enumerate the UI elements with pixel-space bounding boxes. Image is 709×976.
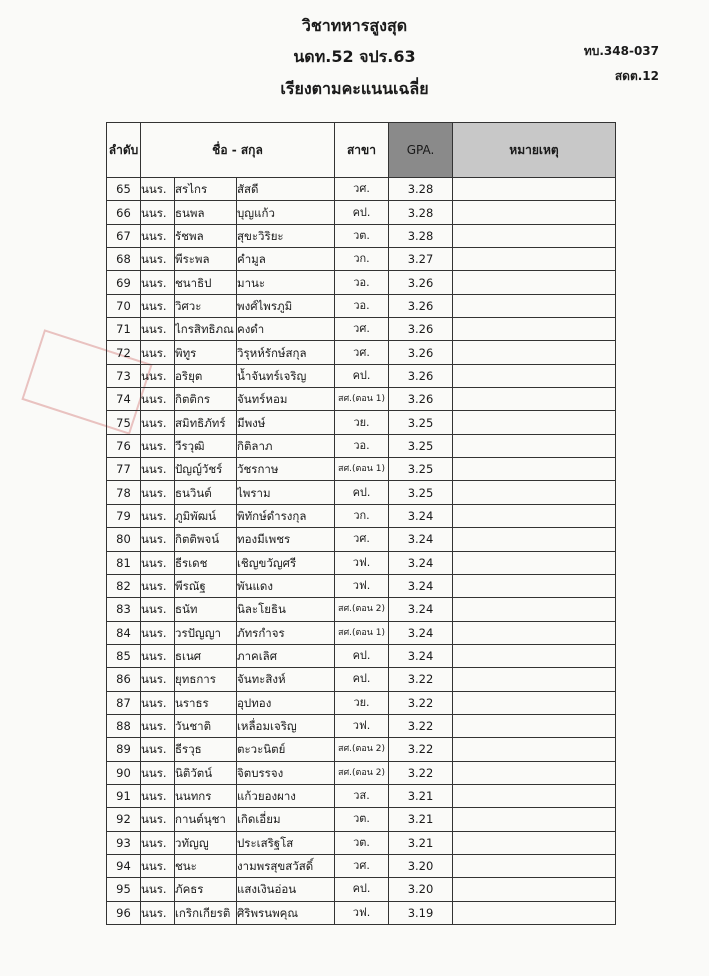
row-number: 67 [107,224,141,247]
row-gpa: 3.26 [389,294,453,317]
row-rank: นนร. [141,714,175,737]
row-remark [453,458,616,481]
row-gpa: 3.26 [389,388,453,411]
row-gpa: 3.25 [389,434,453,457]
row-last-name: พันแดง [237,574,335,597]
row-rank: นนร. [141,808,175,831]
row-rank: นนร. [141,574,175,597]
row-remark [453,411,616,434]
row-first-name: ชนะ [175,854,237,877]
table-row [107,481,616,504]
row-remark [453,178,616,201]
table-row [107,668,616,691]
row-number: 94 [107,854,141,877]
row-first-name: เกริกเกียรติ [175,901,237,924]
row-rank: นนร. [141,831,175,854]
row-branch: วย. [335,691,389,714]
row-first-name: นราธร [175,691,237,714]
row-first-name: นนทกร [175,784,237,807]
table-row [107,808,616,831]
row-last-name: อุปทอง [237,691,335,714]
row-number: 74 [107,388,141,411]
row-gpa: 3.26 [389,341,453,364]
row-last-name: ศิริพรนพคุณ [237,901,335,924]
row-number: 77 [107,458,141,481]
row-last-name: คงดำ [237,318,335,341]
table-row [107,318,616,341]
row-first-name: ไกรสิทธิภณ [175,318,237,341]
row-number: 76 [107,434,141,457]
row-branch: วอ. [335,434,389,457]
row-last-name: แก้วยองผาง [237,784,335,807]
table-row [107,271,616,294]
document-title: วิชาทหารสูงสุด [301,16,408,35]
row-gpa: 3.26 [389,271,453,294]
row-rank: นนร. [141,481,175,504]
row-gpa: 3.24 [389,574,453,597]
row-number: 68 [107,248,141,271]
row-branch: คป. [335,878,389,901]
row-gpa: 3.24 [389,598,453,621]
row-rank: นนร. [141,668,175,691]
row-first-name: ธีรเดช [175,551,237,574]
row-gpa: 3.22 [389,761,453,784]
row-number: 75 [107,411,141,434]
row-last-name: จันทร์หอม [237,388,335,411]
row-rank: นนร. [141,621,175,644]
table-header-row [107,123,616,178]
row-gpa: 3.22 [389,738,453,761]
row-first-name: วรปัญญา [175,621,237,644]
row-number: 89 [107,738,141,761]
sort-note: เรียงตามคะแนนเฉลี่ย [280,79,429,98]
row-first-name: กิตติกร [175,388,237,411]
table-row [107,364,616,387]
row-gpa: 3.24 [389,528,453,551]
row-last-name: แสงเงินอ่อน [237,878,335,901]
row-gpa: 3.24 [389,504,453,527]
row-branch: วฟ. [335,574,389,597]
row-gpa: 3.28 [389,201,453,224]
row-last-name: ไพราม [237,481,335,504]
row-branch: วอ. [335,271,389,294]
row-rank: นนร. [141,248,175,271]
row-last-name: น้ำจันทร์เจริญ [237,364,335,387]
row-gpa: 3.21 [389,808,453,831]
row-gpa: 3.20 [389,878,453,901]
row-remark [453,294,616,317]
table-row [107,598,616,621]
row-number: 81 [107,551,141,574]
row-number: 82 [107,574,141,597]
document-subtitle: นดท.52 จปร.63 [293,47,416,66]
row-remark [453,434,616,457]
row-first-name: สรไกร [175,178,237,201]
row-first-name: ภูมิพัฒน์ [175,504,237,527]
row-gpa: 3.20 [389,854,453,877]
row-last-name: มีพงษ์ [237,411,335,434]
row-gpa: 3.28 [389,178,453,201]
row-number: 85 [107,644,141,667]
row-branch: วอ. [335,294,389,317]
row-rank: นนร. [141,388,175,411]
row-last-name: วัชรกาษ [237,458,335,481]
table-row [107,224,616,247]
row-gpa: 3.25 [389,411,453,434]
col-header-gpa: GPA. [389,123,453,178]
row-remark [453,504,616,527]
table-row [107,528,616,551]
row-branch: วฟ. [335,901,389,924]
row-remark [453,574,616,597]
row-number: 69 [107,271,141,294]
row-last-name: เชิญขวัญศรี [237,551,335,574]
table-row [107,574,616,597]
row-first-name: กิตติพจน์ [175,528,237,551]
row-rank: นนร. [141,318,175,341]
row-gpa: 3.21 [389,784,453,807]
row-rank: นนร. [141,738,175,761]
row-remark [453,761,616,784]
row-number: 86 [107,668,141,691]
row-number: 66 [107,201,141,224]
table-row [107,761,616,784]
row-first-name: ภัคธร [175,878,237,901]
row-branch: สศ.(ตอน 1) [335,458,389,481]
document-code: ทบ.348-037 [583,44,659,58]
row-rank: นนร. [141,528,175,551]
row-first-name: พิทูร [175,341,237,364]
row-gpa: 3.28 [389,224,453,247]
row-gpa: 3.22 [389,691,453,714]
row-last-name: มานะ [237,271,335,294]
row-number: 73 [107,364,141,387]
row-rank: นนร. [141,644,175,667]
row-last-name: สุขะวิริยะ [237,224,335,247]
row-last-name: เหลื่อมเจริญ [237,714,335,737]
row-branch: วฟ. [335,551,389,574]
row-last-name: นิละโยธิน [237,598,335,621]
row-remark [453,201,616,224]
row-gpa: 3.19 [389,901,453,924]
row-branch: สศ.(ตอน 2) [335,598,389,621]
row-branch: วต. [335,224,389,247]
table-row [107,411,616,434]
col-header-no: ลำดับ [107,123,141,178]
row-branch: คป. [335,481,389,504]
table-row [107,878,616,901]
row-rank: นนร. [141,551,175,574]
row-rank: นนร. [141,364,175,387]
row-last-name: คำมูล [237,248,335,271]
row-first-name: นิติวัตน์ [175,761,237,784]
row-number: 95 [107,878,141,901]
row-first-name: ธเนศ [175,644,237,667]
row-remark [453,854,616,877]
row-number: 90 [107,761,141,784]
row-gpa: 3.27 [389,248,453,271]
row-gpa: 3.26 [389,364,453,387]
row-first-name: พีระพล [175,248,237,271]
row-remark [453,738,616,761]
row-branch: คป. [335,668,389,691]
row-last-name: พิทักษ์ดำรงกุล [237,504,335,527]
row-branch: วก. [335,504,389,527]
table-row [107,458,616,481]
row-first-name: พีรณัฐ [175,574,237,597]
table-row [107,784,616,807]
col-header-branch: สาขา [335,123,389,178]
row-gpa: 3.21 [389,831,453,854]
row-first-name: ปัญญ์วัชร์ [175,458,237,481]
row-number: 93 [107,831,141,854]
row-rank: นนร. [141,784,175,807]
row-branch: สศ.(ตอน 1) [335,388,389,411]
row-remark [453,318,616,341]
row-last-name: ประเสริฐโส [237,831,335,854]
row-remark [453,901,616,924]
table-row [107,551,616,574]
row-branch: วฟ. [335,714,389,737]
row-remark [453,248,616,271]
row-number: 91 [107,784,141,807]
table-row [107,434,616,457]
row-first-name: วีรวุฒิ [175,434,237,457]
row-remark [453,551,616,574]
row-remark [453,878,616,901]
row-rank: นนร. [141,434,175,457]
row-remark [453,224,616,247]
row-remark [453,621,616,644]
row-first-name: ธีรวุธ [175,738,237,761]
table-row [107,248,616,271]
row-number: 92 [107,808,141,831]
row-rank: นนร. [141,458,175,481]
row-remark [453,528,616,551]
row-branch: วศ. [335,854,389,877]
row-rank: นนร. [141,761,175,784]
row-rank: นนร. [141,878,175,901]
row-last-name: กิติลาภ [237,434,335,457]
document-subcode: สดต.12 [614,69,659,83]
row-number: 65 [107,178,141,201]
col-header-remark: หมายเหตุ [453,123,616,178]
row-rank: นนร. [141,341,175,364]
row-gpa: 3.25 [389,458,453,481]
row-first-name: วันชาติ [175,714,237,737]
row-remark [453,714,616,737]
row-last-name: วิรุหห์รักษ์สกุล [237,341,335,364]
row-remark [453,644,616,667]
row-remark [453,388,616,411]
row-rank: นนร. [141,294,175,317]
row-branch: คป. [335,201,389,224]
row-last-name: งามพรสุขสวัสดิ์ [237,854,335,877]
row-branch: สศ.(ตอน 2) [335,738,389,761]
table-row [107,644,616,667]
row-last-name: จันทะสิงห์ [237,668,335,691]
row-remark [453,691,616,714]
row-remark [453,808,616,831]
row-number: 87 [107,691,141,714]
table-row [107,714,616,737]
row-last-name: จิตบรรจง [237,761,335,784]
row-gpa: 3.24 [389,644,453,667]
row-rank: นนร. [141,901,175,924]
row-number: 96 [107,901,141,924]
row-number: 83 [107,598,141,621]
row-number: 72 [107,341,141,364]
row-last-name: บุญแก้ว [237,201,335,224]
row-first-name: ธนพล [175,201,237,224]
row-gpa: 3.22 [389,714,453,737]
row-last-name: เกิดเอี่ยม [237,808,335,831]
row-rank: นนร. [141,691,175,714]
table-row [107,388,616,411]
row-remark [453,271,616,294]
row-remark [453,364,616,387]
row-remark [453,784,616,807]
row-branch: วก. [335,248,389,271]
row-first-name: ยุทธการ [175,668,237,691]
row-rank: นนร. [141,271,175,294]
table-row [107,621,616,644]
row-first-name: ธนวินต์ [175,481,237,504]
table-row [107,691,616,714]
row-number: 70 [107,294,141,317]
row-first-name: สมิทธิภัทร์ [175,411,237,434]
row-last-name: สัสดี [237,178,335,201]
row-number: 84 [107,621,141,644]
row-rank: นนร. [141,504,175,527]
row-branch: คป. [335,364,389,387]
row-branch: วส. [335,784,389,807]
col-header-name: ชื่อ - สกุล [141,123,335,178]
row-last-name: ตะวะนิตย์ [237,738,335,761]
row-first-name: รัชพล [175,224,237,247]
row-remark [453,831,616,854]
row-rank: นนร. [141,854,175,877]
table-row [107,201,616,224]
row-first-name: ธนัท [175,598,237,621]
row-number: 88 [107,714,141,737]
row-rank: นนร. [141,224,175,247]
table-row [107,341,616,364]
row-first-name: วทัญญู [175,831,237,854]
row-branch: วศ. [335,178,389,201]
row-rank: นนร. [141,201,175,224]
gpa-ranking-table [106,122,616,925]
row-remark [453,481,616,504]
row-gpa: 3.24 [389,551,453,574]
row-branch: สศ.(ตอน 1) [335,621,389,644]
row-first-name: อริยุต [175,364,237,387]
row-remark [453,341,616,364]
row-rank: นนร. [141,598,175,621]
table-row [107,178,616,201]
table-row [107,294,616,317]
row-remark [453,668,616,691]
row-branch: คป. [335,644,389,667]
row-number: 78 [107,481,141,504]
row-gpa: 3.24 [389,621,453,644]
table-row [107,831,616,854]
row-number: 80 [107,528,141,551]
table-row [107,504,616,527]
row-number: 79 [107,504,141,527]
row-last-name: พงศ์ไพรภูมิ [237,294,335,317]
table-row [107,901,616,924]
row-last-name: ภัทรกำจร [237,621,335,644]
row-first-name: ชนาธิป [175,271,237,294]
row-branch: วศ. [335,528,389,551]
row-last-name: ทองมีเพชร [237,528,335,551]
row-gpa: 3.25 [389,481,453,504]
row-first-name: วิศวะ [175,294,237,317]
row-rank: นนร. [141,411,175,434]
row-gpa: 3.26 [389,318,453,341]
row-branch: วต. [335,831,389,854]
row-rank: นนร. [141,178,175,201]
row-last-name: ภาคเลิศ [237,644,335,667]
row-number: 71 [107,318,141,341]
table-row [107,854,616,877]
row-branch: วศ. [335,318,389,341]
row-gpa: 3.22 [389,668,453,691]
row-branch: วต. [335,808,389,831]
row-first-name: กานต์นุชา [175,808,237,831]
row-branch: วศ. [335,341,389,364]
row-branch: วย. [335,411,389,434]
row-branch: สศ.(ตอน 2) [335,761,389,784]
row-remark [453,598,616,621]
table-row [107,738,616,761]
table-body [107,178,616,925]
